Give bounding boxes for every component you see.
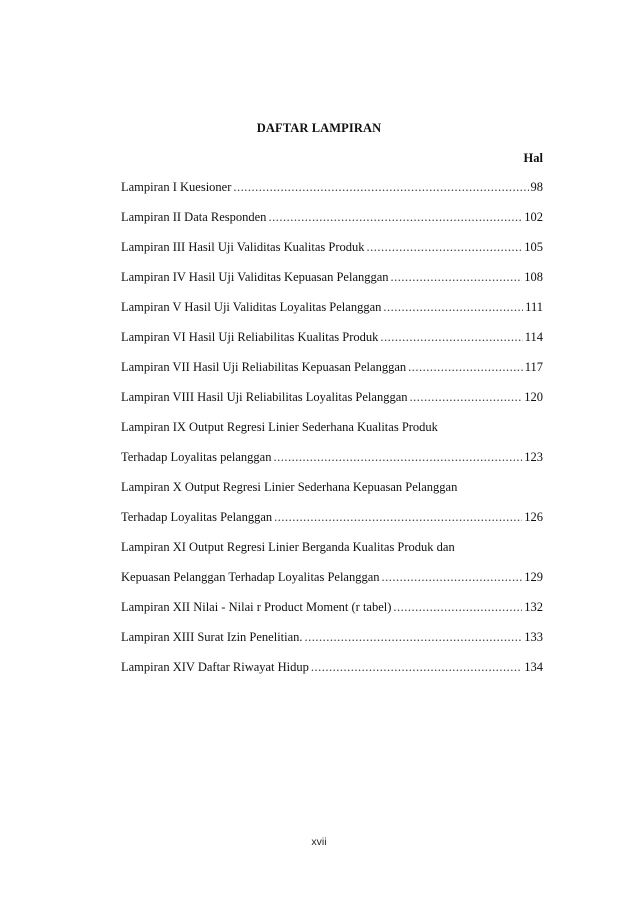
appendix-entry-row: [121, 210, 543, 224]
dot-leader: [393, 600, 522, 614]
dot-leader: [408, 360, 523, 374]
appendix-entry-row: [121, 390, 543, 404]
appendix-entry-row: [121, 420, 543, 434]
appendix-entry-row: [121, 270, 543, 284]
appendix-entry: [121, 450, 543, 480]
dot-leader: [274, 510, 522, 524]
dot-leader: [382, 570, 523, 584]
appendix-entry: [121, 660, 543, 690]
appendix-entry: [121, 480, 543, 510]
appendix-entry: [121, 210, 543, 240]
appendix-list: [121, 180, 543, 690]
appendix-entry: [121, 390, 543, 420]
appendix-entry: [121, 630, 543, 660]
footer-page-number: xvii: [311, 836, 327, 848]
appendix-entry-label: Lampiran III Hasil Uji Validitas Kualitas Produk: [121, 240, 365, 254]
appendix-entry-row: [121, 480, 543, 494]
dot-leader: [366, 240, 522, 254]
dot-leader: [305, 630, 523, 644]
appendix-entry: [121, 540, 543, 570]
appendix-entry-label: Lampiran VIII Hasil Uji Reliabilitas Loyalitas Pelanggan: [121, 390, 408, 404]
appendix-entry-page-number: 134: [524, 660, 543, 674]
appendix-entry-label: Lampiran XII Nilai - Nilai r Product Moment (r tabel): [121, 600, 392, 614]
dot-leader: [233, 180, 528, 194]
appendix-entry: [121, 600, 543, 630]
appendix-entry-row: [121, 330, 543, 344]
appendix-entry-page-number: 114: [524, 330, 543, 344]
dot-leader: [273, 450, 522, 464]
appendix-entry-row: [121, 180, 543, 194]
appendix-entry: [121, 330, 543, 360]
appendix-entry-row: [121, 240, 543, 254]
appendix-entry-page-number: 111: [525, 300, 543, 314]
appendix-entry-label: Lampiran VI Hasil Uji Reliabilitas Kualitas Produk: [121, 330, 379, 344]
appendix-entry-label: Lampiran XI Output Regresi Linier Berganda Kualitas Produk dan: [121, 540, 455, 554]
appendix-entry-label: Lampiran XIV Daftar Riwayat Hidup: [121, 660, 309, 674]
appendix-entry-page-number: 123: [524, 450, 543, 464]
appendix-entry: [121, 360, 543, 390]
dot-leader: [311, 660, 522, 674]
appendix-entry-label: Lampiran VII Hasil Uji Reliabilitas Kepuasan Pelanggan: [121, 360, 407, 374]
page-title: DAFTAR LAMPIRAN: [256, 121, 382, 135]
appendix-entry-label: Lampiran V Hasil Uji Validitas Loyalitas Pelanggan: [121, 300, 382, 314]
appendix-entry-row: [121, 450, 543, 464]
appendix-entry-label: Lampiran IV Hasil Uji Validitas Kepuasan Pelanggan: [121, 270, 389, 284]
appendix-entry-label: Lampiran XIII Surat Izin Penelitian.: [121, 630, 303, 644]
appendix-entry-label: Terhadap Loyalitas pelanggan: [121, 450, 272, 464]
appendix-entry-row: [121, 510, 543, 524]
appendix-entry-row: [121, 300, 543, 314]
appendix-entry-row: [121, 360, 543, 374]
dot-leader: [380, 330, 522, 344]
appendix-entry-label: Lampiran IX Output Regresi Linier Sederhana Kualitas Produk: [121, 420, 438, 434]
appendix-entry-page-number: 120: [524, 390, 543, 404]
dot-leader: [268, 210, 522, 224]
appendix-entry: [121, 420, 543, 450]
appendix-entry-page-number: 126: [524, 510, 543, 524]
dot-leader: [383, 300, 523, 314]
appendix-entry-row: [121, 630, 543, 644]
appendix-entry-page-number: 129: [524, 570, 543, 584]
appendix-entry: [121, 300, 543, 330]
appendix-entry: [121, 510, 543, 540]
page-column-header: Hal: [523, 151, 543, 165]
appendix-entry-label: Lampiran II Data Responden: [121, 210, 267, 224]
appendix-entry-page-number: 102: [524, 210, 543, 224]
appendix-entry: [121, 270, 543, 300]
appendix-entry-row: [121, 540, 543, 554]
appendix-entry-label: Kepuasan Pelanggan Terhadap Loyalitas Pelanggan: [121, 570, 380, 584]
appendix-entry-page-number: 117: [524, 360, 543, 374]
appendix-entry-page-number: 98: [530, 180, 543, 194]
appendix-entry-page-number: 105: [524, 240, 543, 254]
appendix-entry-page-number: 132: [524, 600, 543, 614]
appendix-entry-label: Lampiran X Output Regresi Linier Sederhana Kepuasan Pelanggan: [121, 480, 458, 494]
appendix-entry-row: [121, 570, 543, 584]
appendix-entry-row: [121, 600, 543, 614]
appendix-entry-page-number: 133: [524, 630, 543, 644]
appendix-entry: [121, 570, 543, 600]
appendix-entry-row: [121, 660, 543, 674]
appendix-entry: [121, 240, 543, 270]
dot-leader: [410, 390, 523, 404]
dot-leader: [391, 270, 523, 284]
appendix-entry-label: Terhadap Loyalitas Pelanggan: [121, 510, 273, 524]
appendix-entry-page-number: 108: [524, 270, 543, 284]
appendix-entry: [121, 180, 543, 210]
appendix-entry-label: Lampiran I Kuesioner: [121, 180, 232, 194]
